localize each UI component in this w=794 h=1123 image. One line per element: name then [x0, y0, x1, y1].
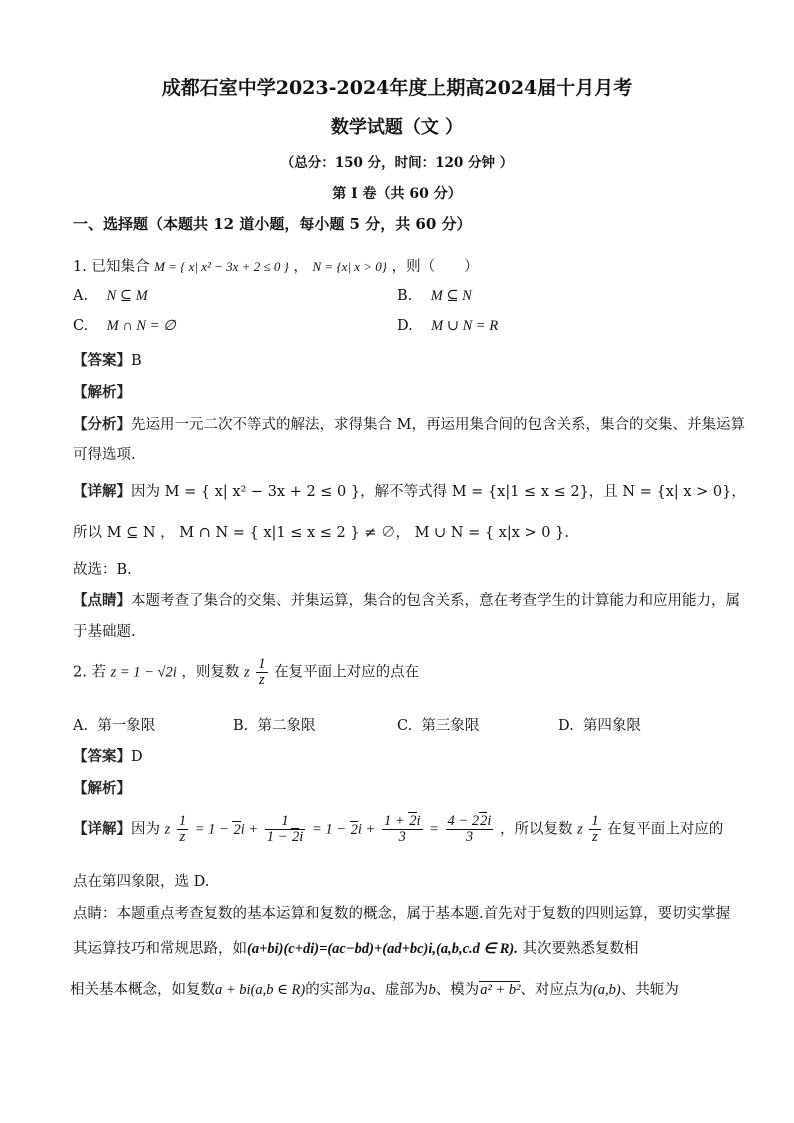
detail-tail: 在复平面上对应的: [607, 821, 724, 838]
volume-label: 第 I 卷（共 60 分）: [332, 186, 462, 202]
detail-after: ，所以复数: [499, 821, 573, 838]
question-tail: 在复平面上对应的点在: [274, 664, 420, 681]
q2-detail-line-2: 点在第四象限，选 D.: [73, 874, 210, 890]
answer-line: [73, 349, 142, 370]
q2-comment-line-2: [73, 937, 639, 958]
analysis-tag: 【解析】: [73, 780, 131, 797]
option-c: [73, 318, 176, 335]
answer-value: B: [131, 353, 142, 369]
option-text: M ∪ N = R: [431, 318, 499, 334]
fenxi-text: 先运用一元二次不等式的解法，求得集合 M，再运用集合间的包含关系，集合的交集、并集运算: [131, 417, 745, 433]
detail-tag: 【详解】: [73, 483, 131, 500]
comment-math: a + bi(a,b ∈ R): [215, 982, 306, 998]
detail-intro: 因为: [131, 821, 160, 838]
detail-tag: 【详解】: [73, 820, 131, 838]
question-number: 2. 若: [73, 664, 106, 681]
set-n-definition: N = {x| x > 0}: [312, 259, 387, 274]
comment-text: 、共轭为: [620, 982, 679, 998]
exam-subject: 数学试题（文 ）: [330, 117, 464, 138]
option-a: [73, 288, 148, 305]
option-letter: D.: [397, 318, 413, 334]
option-text: N ⊆ M: [106, 288, 148, 304]
fenxi-line-2: 可得选项.: [73, 447, 136, 463]
option-letter: C.: [397, 718, 413, 734]
comment-math: (a+bi)(c+di)=(ac−bd)+(ad+bc)i,(a,b,c.d ∈ R).: [247, 941, 518, 957]
detail-line-1: [73, 480, 746, 501]
section-heading: 一、选择题（本题共 12 道小题，每小题 5 分，共 60 分）: [73, 215, 472, 233]
option-letter: B.: [397, 288, 413, 304]
option-letter: D.: [558, 718, 574, 734]
option-a: [73, 714, 155, 735]
option-letter: A.: [73, 718, 89, 734]
fenxi-tag: 【分析】: [73, 416, 131, 433]
option-d: [397, 318, 498, 335]
analysis-line: [73, 381, 131, 402]
comment-text: 、虚部为: [370, 982, 429, 998]
answer-line: [73, 745, 143, 766]
exam-title: 成都石室中学2023-2024年度上期高2024届十月月考: [161, 77, 633, 99]
detail-line-2: 所以 M ⊆ N ， M ∩ N = { x|1 ≤ x ≤ 2 } ≠ ∅， M ∪ N = { x|x > 0 }.: [73, 525, 569, 541]
comment-text: 本题考查了集合的交集、并集运算，集合的包含关系，意在考查学生的计算能力和应用能力，属: [131, 593, 740, 609]
comment-text: 、模为: [435, 982, 480, 998]
q2-comment-line-3: 相关基本概念，如复数a + bi(a,b ∈ R)的实部为a、虚部为b、模为a² + b²、对应点为(a,b)、共轭为: [70, 982, 679, 998]
question-tail: ，则（ ）: [391, 259, 479, 275]
comment-line-2: 于基础题.: [73, 624, 136, 640]
analysis-tag: 【解析】: [73, 384, 131, 401]
option-d: [558, 714, 641, 735]
answer-tag: 【答案】: [73, 352, 131, 369]
option-text: M ∩ N = ∅: [106, 318, 176, 334]
option-letter: C.: [73, 318, 89, 334]
exam-meta: （总分：150 分，时间：120 分钟 ）: [280, 155, 514, 171]
reciprocal-fraction: $\frac{1}{z}$: [258, 656, 266, 689]
fenxi-line: [73, 413, 745, 434]
option-text: M ⊆ N: [430, 288, 472, 304]
choose-line: 故选：B.: [73, 562, 132, 578]
detail-text: 因为 M = { x| x² − 3x + 2 ≤ 0 }，解不等式得 M = {x|1 ≤ x ≤ 2}，且 N = {x| x > 0}，: [131, 484, 746, 500]
option-text: 第四象限: [582, 718, 641, 734]
answer-value: D: [131, 749, 143, 765]
z-expression: z = 1 − √2i: [110, 664, 177, 681]
q2-comment-line-1: 点睛：本题重点考查复数的基本运算和复数的概念，属于基本题.首先对于复数的四则运算，要切实掌握: [73, 906, 731, 922]
z-symbol: z: [243, 664, 250, 681]
option-letter: B.: [233, 718, 249, 734]
comment-tag: 【点睛】: [73, 592, 131, 609]
option-text: 第三象限: [421, 718, 480, 734]
comment-line: [73, 589, 740, 610]
question-1-stem: 1. 已知集合 M = { x| x² − 3x + 2 ≤ 0 } ， N = {x| x > 0} ，则（ ）: [73, 259, 479, 275]
option-c: [397, 714, 479, 735]
question-number: 1. 已知集合: [73, 259, 150, 275]
answer-tag: 【答案】: [73, 748, 131, 765]
comment-text: 其次要熟悉复数相: [517, 941, 639, 957]
set-m-definition: M = { x| x² − 3x + 2 ≤ 0 }: [154, 259, 289, 274]
q2-detail-line: 【详解】因为 z $\frac{1}{z}$ = 1 − 2i + $\frac{1}{1 - 2i}$ = 1 − 2i + $\frac{1 + 2i}{3}$ = $\frac{4 - 22i}{3}$ ，所以复数 z $\frac{1}{z}$ 在复平面上对应的: [73, 813, 724, 846]
comment-text: 、对应点为: [520, 982, 593, 998]
option-b: [233, 714, 315, 735]
comment-text: 的实部为: [305, 982, 364, 998]
question-2-stem: [73, 657, 419, 688]
option-text: 第二象限: [257, 718, 316, 734]
question-mid: ，则复数: [181, 664, 240, 681]
option-letter: A.: [73, 288, 89, 304]
analysis-line: [73, 777, 131, 798]
option-b: [397, 288, 472, 305]
option-text: 第一象限: [97, 718, 156, 734]
comment-text: 其运算技巧和常规思路，如: [73, 941, 247, 957]
comment-text: 相关基本概念，如复数: [70, 982, 215, 998]
